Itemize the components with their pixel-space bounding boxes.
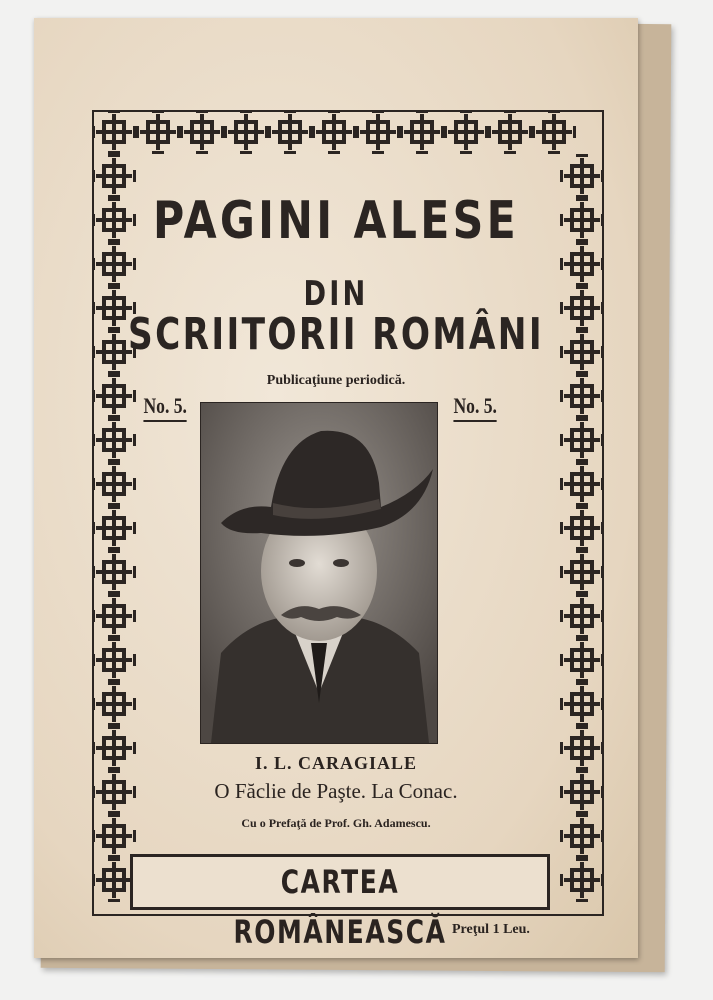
cover-title: PAGINI ALESE bbox=[152, 191, 520, 251]
preface-credit: Cu o Prefaţă de Prof. Gh. Adamescu. bbox=[241, 816, 431, 830]
author-name: I. L. CARAGIALE bbox=[254, 753, 418, 773]
price-label: Preţul 1 Leu. bbox=[452, 922, 530, 937]
works-title: O Făclie de Paşte. La Conac. bbox=[214, 779, 458, 803]
author-portrait-photo bbox=[200, 402, 438, 744]
issue-number-left: No. 5. bbox=[143, 393, 187, 422]
issue-number-right: No. 5. bbox=[453, 393, 497, 422]
cover-title-connector: DIN bbox=[303, 274, 369, 314]
cover-subtitle: SCRIITORII ROMÂNI bbox=[128, 309, 544, 360]
booklet-cover bbox=[34, 18, 638, 958]
periodical-label: Publicaţiune periodică. bbox=[266, 373, 406, 388]
publisher-name: CARTEA ROMÂNEASCĂ bbox=[233, 863, 447, 951]
